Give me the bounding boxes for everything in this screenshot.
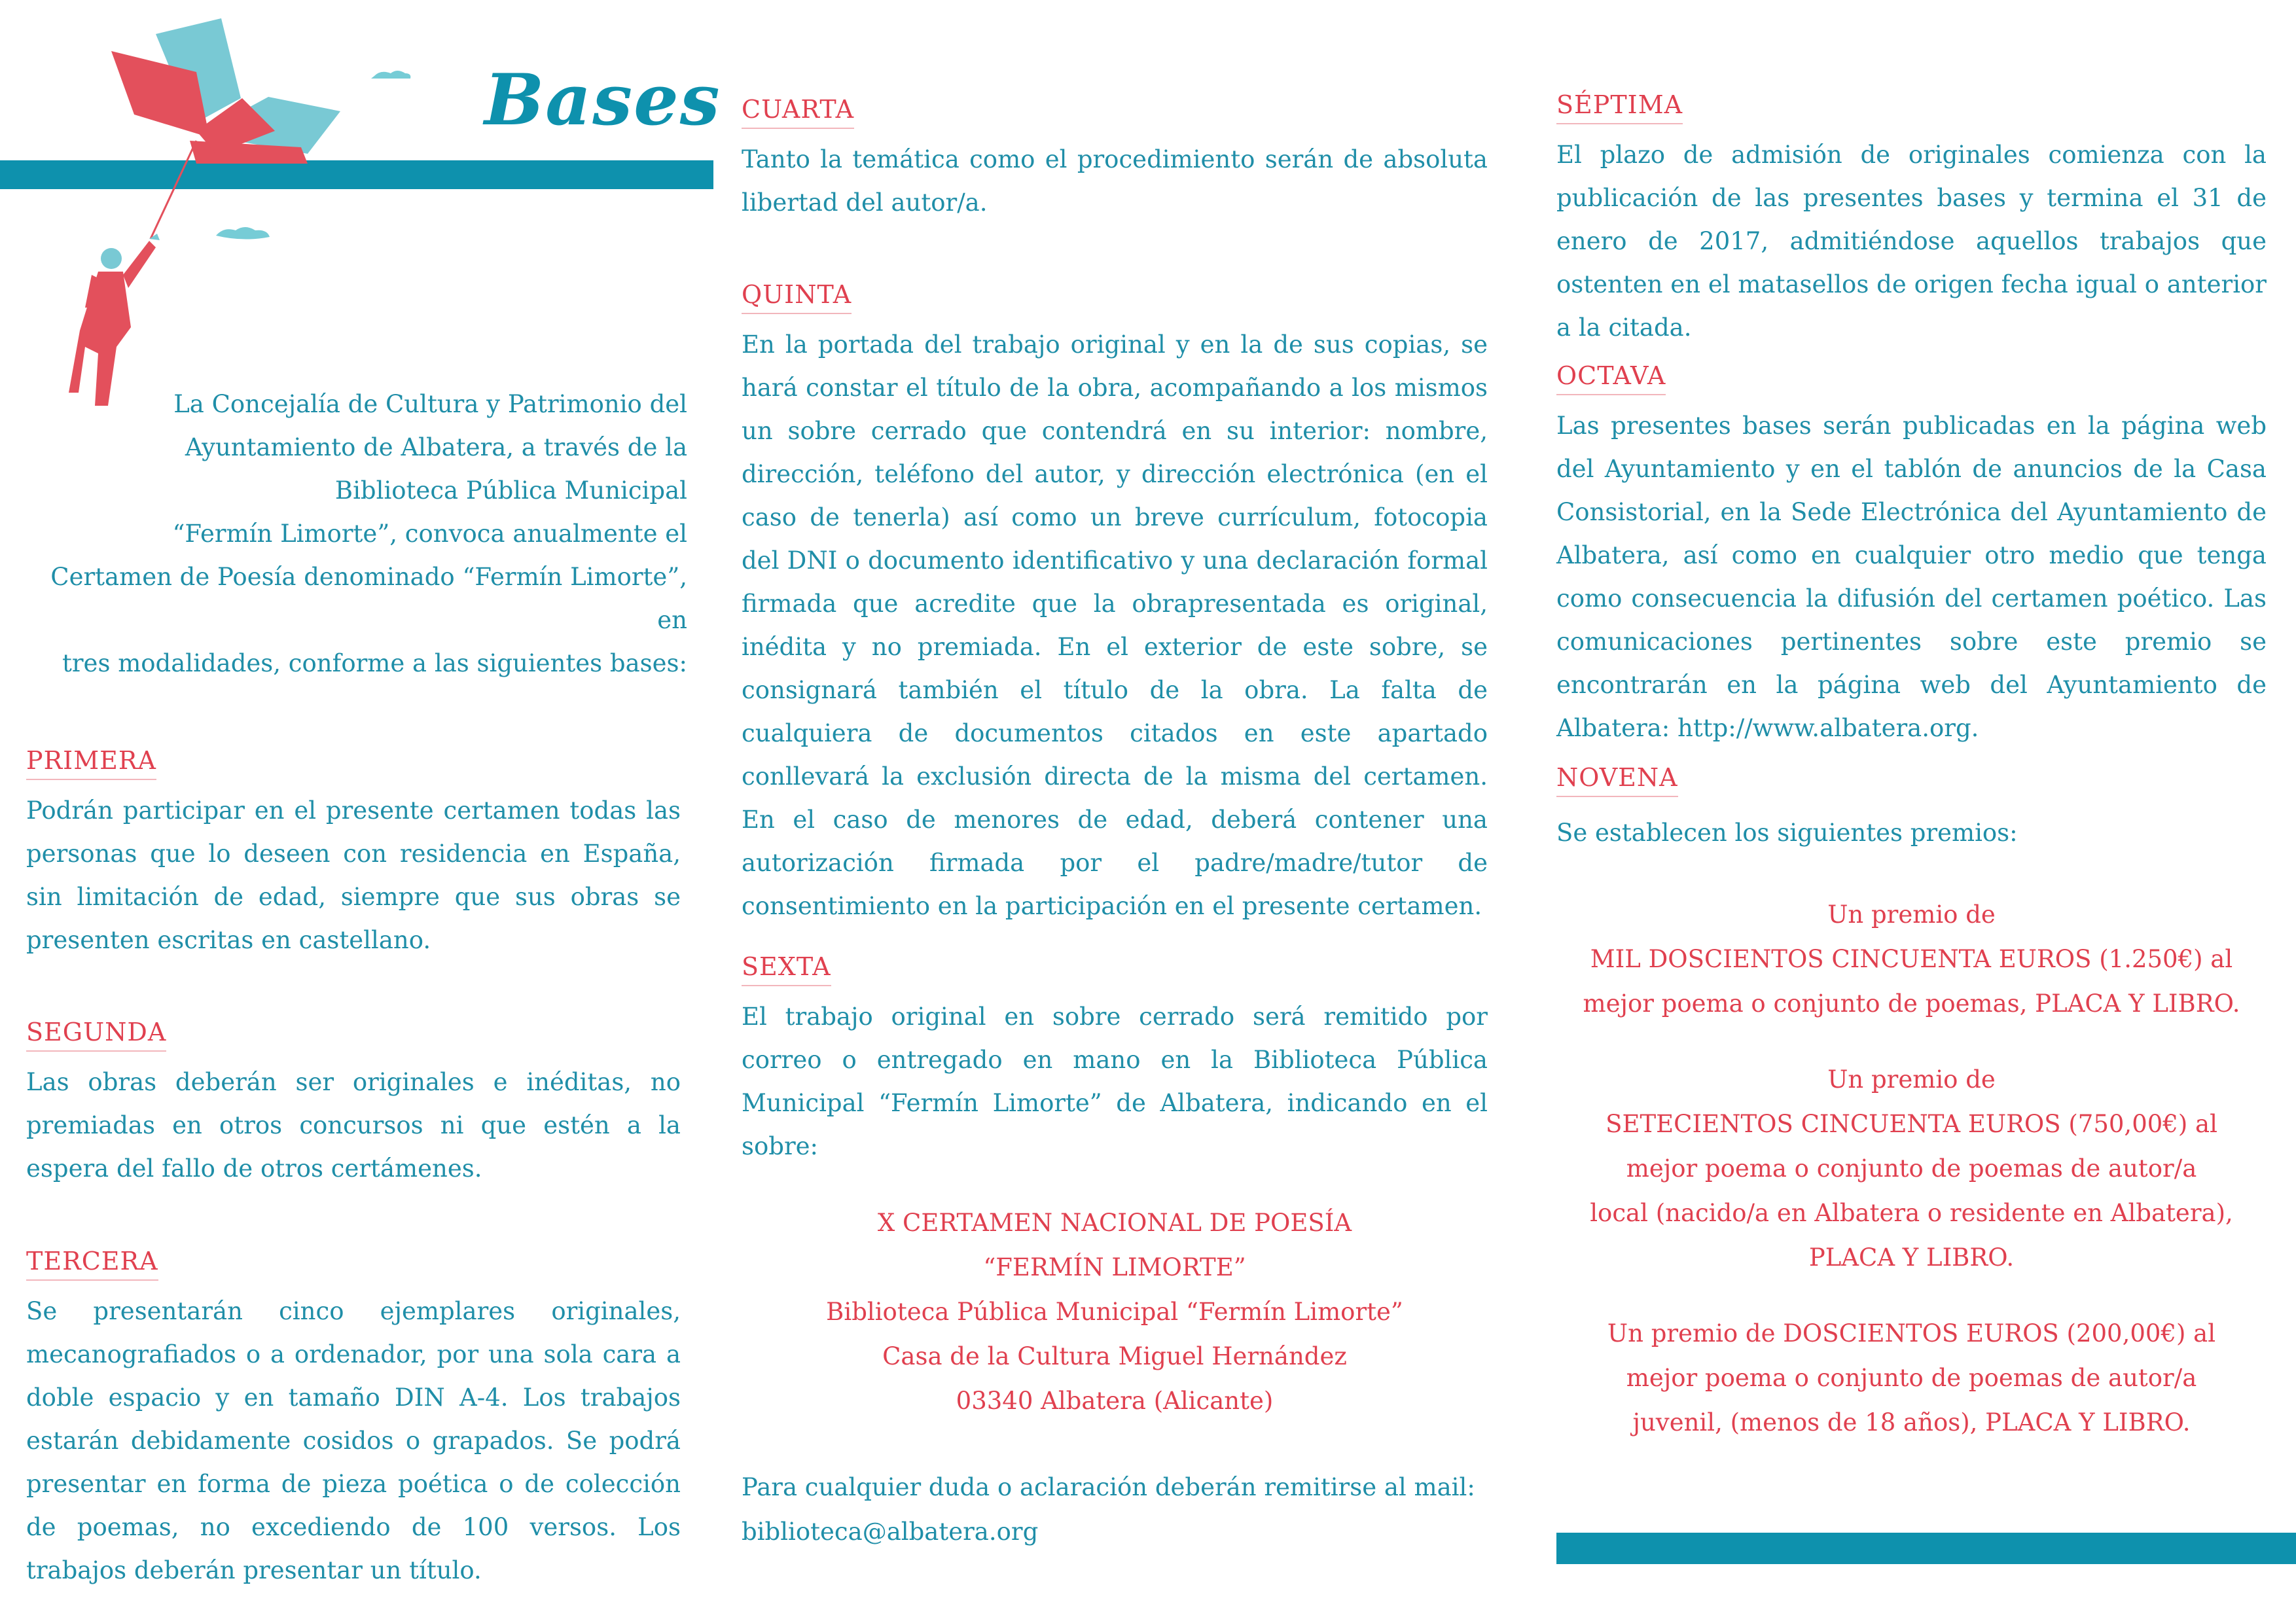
section-text: Se establecen los siguientes premios:: [1556, 819, 2018, 847]
section-sexta: [742, 952, 1488, 1554]
mailing-address: X CERTAMEN NACIONAL DE POESÍA “FERMÍN LIMORTE” Biblioteca Pública Municipal “Fermín Limorte” Casa de la Cultura Miguel Hernández 03340 Albatera (Alicante): [826, 1209, 1403, 1415]
section-heading: SÉPTIMA: [1556, 90, 1683, 124]
page-title: Bases: [484, 59, 721, 141]
contact-label: Para cualquier duda o aclaración deberán remitirse al mail:: [742, 1473, 1475, 1501]
section-segunda: [26, 1018, 681, 1190]
section-text: Las obras deberán ser originales e inéditas, no premiadas en otros concursos ni que estén a la espera del fallo de otros certámenes.: [26, 1068, 681, 1183]
section-text: Tanto la temática como el procedimiento serán de absoluta libertad del autor/a.: [742, 145, 1488, 217]
prize-2: Un premio de SETECIENTOS CINCUENTA EUROS (750,00€) al mejor poema o conjunto de poemas de autor/a local (nacido/a en Albatera o residente en Albatera), PLACA Y LIBRO.: [1590, 1065, 2233, 1272]
section-heading: PRIMERA: [26, 746, 156, 780]
section-text: Podrán participar en el presente certamen todas las personas que lo deseen con residencia en España, sin limitación de edad, siempre que sus obras se presenten escritas en castellano.: [26, 796, 681, 954]
section-heading: NOVENA: [1556, 763, 1678, 797]
section-heading: SEGUNDA: [26, 1018, 166, 1052]
prize-3: Un premio de DOSCIENTOS EUROS (200,00€) al mejor poema o conjunto de poemas de autor/a juvenil, (menos de 18 años), PLACA Y LIBRO.: [1607, 1319, 2216, 1436]
section-heading: QUINTA: [742, 280, 852, 314]
section-tercera: [26, 1247, 681, 1592]
section-text: El trabajo original en sobre cerrado será remitido por correo o entregado en mano en la Biblioteca Pública Municipal “Fermín Limorte” de Albatera, indicando en el sobre:: [742, 1003, 1488, 1160]
section-heading: TERCERA: [26, 1247, 158, 1281]
column-1: [26, 383, 687, 685]
section-septima: [1556, 90, 2267, 349]
section-heading: OCTAVA: [1556, 361, 1666, 395]
section-heading: SEXTA: [742, 952, 831, 986]
bottom-accent-bar: [1556, 1533, 2296, 1564]
section-text: Las presentes bases serán publicadas en la página web del Ayuntamiento y en el tablón de anuncios de la Casa Consistorial, en la Sede Electrónica del Ayuntamiento de Albatera, así como en cualquier otro medio que tenga como consecuencia la difusión del certamen poético. Las comunicaciones pertinentes sobre este premio se encontrarán en la página web del Ayuntamiento de Albatera: http://www.albatera.org.: [1556, 412, 2267, 742]
intro-text: La Concejalía de Cultura y Patrimonio del Ayuntamiento de Albatera, a través de la Biblioteca Pública Municipal “Fermín Limorte”, convoca anualmente el Certamen de Poesía denominado “Fermín Limorte”, en tres modalidades, conforme a las siguientes bases:: [50, 390, 687, 677]
section-novena: [1556, 763, 2267, 1445]
section-quinta: [742, 280, 1488, 928]
section-text: En la portada del trabajo original y en la de sus copias, se hará constar el título de la obra, acompañando a los mismos un sobre cerrado que contendrá en su interior: nombre, dirección, teléfono del autor, y dirección electrónica (en el caso de tenerla) así como un breve currículum, fotocopia del DNI o documento identificativo y una declaración formal firmada que acredite que la obrapresentada es original, inédita y no premiada. En el exterior de este sobre, se consignará también el título de la obra. La falta de cualquiera de documentos citados en este apartado conllevará la exclusión directa de la misma del certamen. En el caso de menores de edad, deberá contener una autorización firmada por el padre/madre/tutor de consentimiento en la participación en el presente certamen.: [742, 330, 1488, 920]
section-text: Se presentarán cinco ejemplares originales, mecanografiados o a ordenador, por una sola cara a doble espacio y en tamaño DIN A-4. Los trabajos estarán debidamente cosidos o grapados. Se podrá presentar en forma de pieza poética o de colección de poemas, no excediendo de 100 versos. Los trabajos deberán presentar un título.: [26, 1297, 681, 1584]
contact-email-link[interactable]: biblioteca@albatera.org: [742, 1518, 1039, 1546]
section-cuarta: [742, 95, 1488, 224]
section-text: El plazo de admisión de originales comienza con la publicación de las presentes bases y termina el 31 de enero de 2017, admitiéndose aquellos trabajos que ostenten en el matasellos de origen fecha igual o anterior a la citada.: [1556, 141, 2267, 342]
prize-1: Un premio de MIL DOSCIENTOS CINCUENTA EUROS (1.250€) al mejor poema o conjunto de poemas, PLACA Y LIBRO.: [1583, 901, 2240, 1018]
section-octava: [1556, 361, 2267, 750]
section-heading: CUARTA: [742, 95, 854, 129]
section-primera: [26, 746, 681, 962]
